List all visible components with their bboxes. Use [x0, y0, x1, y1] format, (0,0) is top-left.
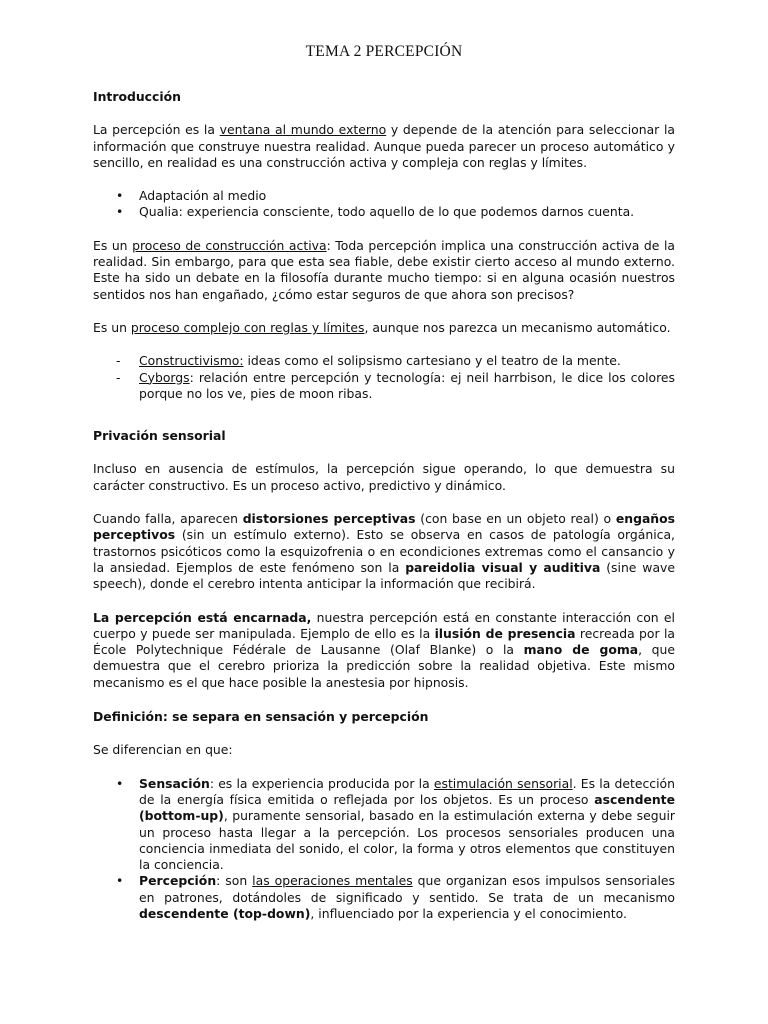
bold-term: La percepción está encarnada, — [93, 609, 312, 625]
list-item — [93, 776, 675, 874]
bold-term: mano de goma — [523, 642, 639, 658]
page-title: TEMA 2 PERCEPCIÓN — [305, 43, 463, 60]
list-item-text: : relación entre percepción y tecnología: ej neil harrbison, le dice los colores porque no los ve, pies de moon ribas. — [139, 369, 675, 401]
document-page — [93, 0, 675, 922]
bullet-list-intro — [93, 188, 675, 221]
list-item — [93, 353, 675, 369]
underlined-term: ventana al mundo externo — [219, 122, 387, 138]
paragraph-intro-1 — [93, 122, 675, 171]
underlined-term: estimulación sensorial — [433, 775, 573, 791]
list-item — [93, 204, 675, 220]
bullet-list-definicion — [93, 776, 675, 923]
text-run: . Es la detección de la energía física emitida o reflejada por los objetos. Es un proceso — [139, 775, 675, 807]
paragraph-intro-2 — [93, 238, 675, 303]
text-run: La percepción es la — [93, 122, 220, 138]
text-run: , que demuestra que el cerebro prioriza la predicción sobre la realidad objetiva. Este mismo mecanismo es el que hace posible la anestesia por hipnosis. — [93, 642, 675, 690]
bullet-marker: • — [116, 775, 124, 791]
paragraph-privacion-3 — [93, 610, 675, 691]
underlined-term: Cyborgs — [139, 369, 190, 385]
text-run: y depende de la atención para seleccionar la información que construye nuestra realidad. Aunque pueda parecer un proceso automático y sencillo, en realidad es una construcción activa y compleja con reglas y límites. — [93, 122, 675, 170]
text-run: (sin un estímulo externo). Esto se observa en casos de patología orgánica, trastornos psicóticos como la esquizofrenia o en econdiciones extremas como el cansancio y la ansiedad. Ejemplos de este fenómeno son la — [93, 527, 675, 575]
underlined-term: las operaciones mentales — [252, 873, 413, 889]
dash-marker: - — [116, 353, 121, 369]
paragraph-privacion-2 — [93, 511, 675, 592]
bold-term: Percepción — [139, 873, 217, 889]
section-heading-definicion: Definición: se separa en sensación y percepción — [93, 709, 429, 725]
text-run: , aunque nos parezca un mecanismo automático. — [364, 319, 671, 335]
text-run: Es un — [93, 319, 131, 335]
bullet-marker: • — [116, 873, 124, 889]
section-heading-privacion: Privación sensorial — [93, 428, 226, 444]
text-run: , puramente sensorial, basado en la estimulación externa y debe seguir un proceso hasta llegar a la percepción. Los procesos sensoriales producen una conciencia inmediata del sonido, el color, la forma y otros elementos que constituyen la conciencia. — [139, 808, 675, 873]
text-run: (con base en un objeto real) o — [415, 511, 616, 527]
underlined-term: proceso complejo con reglas y límites — [130, 319, 365, 335]
list-item — [93, 873, 675, 922]
bullet-marker: • — [116, 204, 124, 220]
bold-term: pareidolia visual y auditiva — [405, 559, 601, 575]
bullet-marker: • — [116, 188, 124, 204]
text-run: Cuando falla, aparecen — [93, 511, 243, 527]
bold-term: descendente (top-down) — [139, 905, 311, 921]
dash-marker: - — [116, 369, 121, 385]
text-run: Es un — [93, 237, 133, 253]
list-item — [93, 188, 675, 204]
list-item — [93, 370, 675, 403]
paragraph-intro-3 — [93, 320, 675, 336]
dash-list-intro — [93, 353, 675, 402]
list-item-text: Qualia: experiencia consciente, todo aquello de lo que podemos darnos cuenta. — [139, 204, 635, 220]
paragraph-privacion-1: Incluso en ausencia de estímulos, la percepción sigue operando, lo que demuestra su carácter constructivo. Es un proceso activo, predictivo y dinámico. — [93, 461, 675, 493]
bold-term: Sensación — [139, 775, 210, 791]
underlined-term: proceso de construcción activa — [132, 237, 327, 253]
text-run: (sine wave speech), donde el cerebro intenta anticipar la información que recibirá. — [93, 559, 675, 592]
text-run: : es la experiencia producida por la — [209, 775, 434, 791]
list-item-text: Adaptación al medio — [139, 188, 267, 204]
text-run: que organizan esos impulsos sensoriales en patrones, dotándoles de significado y sentido. Se trata de un mecanismo — [139, 873, 675, 905]
bold-term: engaños perceptivos — [93, 511, 676, 543]
paragraph-definicion-1: Se diferencian en que: — [93, 742, 233, 758]
bold-term: ilusión de presencia — [434, 625, 576, 641]
underlined-term: Constructivismo: — [139, 353, 244, 369]
section-heading-introduccion: Introducción — [93, 89, 181, 104]
bold-term: distorsiones perceptivas — [242, 511, 416, 527]
text-run: : son — [216, 873, 253, 889]
text-run: : Toda percepción implica una construcción activa de la realidad. Sin embargo, para que esta sea fiable, debe existir cierto acceso al mundo externo. Este ha sido un debate en la filosofía durante mucho tiempo: si en alguna ocasión nuestros sentidos nos han engañado, ¿cómo estar seguros de que ahora son precisos? — [93, 237, 676, 302]
list-item-text: ideas como el solipsismo cartesiano y el teatro de la mente. — [243, 353, 621, 369]
text-run: nuestra percepción está en constante interacción con el cuerpo y puede ser manipulada. Ejemplo de ello es la — [93, 609, 675, 641]
text-run: recreada por la École Polytechnique Fédérale de Lausanne (Olaf Blanke) o la — [93, 625, 675, 658]
text-run: , influenciado por la experiencia y el conocimiento. — [310, 905, 627, 921]
bold-term: ascendente (bottom-up) — [139, 791, 675, 824]
